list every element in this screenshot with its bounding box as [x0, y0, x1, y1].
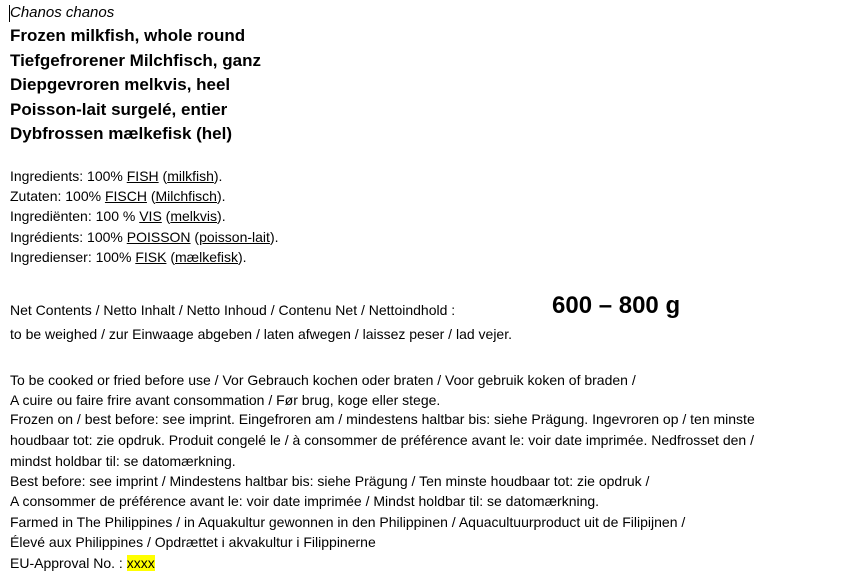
title-fr: Poisson-lait surgelé, entier [10, 100, 228, 119]
allergen: FISK [135, 249, 167, 265]
ingredients-prefix: Ingredients: 100% [10, 168, 127, 184]
ingredient-name: mælkefisk [175, 249, 239, 265]
title-da: Dybfrossen mælkefisk (hel) [10, 124, 233, 143]
allergen: FISCH [104, 188, 147, 204]
paren-close: ). [213, 168, 223, 184]
paren-open: ( [166, 249, 175, 265]
ingredients-nl [10, 208, 226, 225]
instruction-line: A cuire ou faire frire avant consommation / Før brug, koge eller stege. [10, 392, 441, 408]
instruction-line: Farmed in The Philippines / in Aquakultur gewonnen in den Philippinen / Aquacultuurproduct uit de Filipijnen / [10, 514, 686, 530]
instruction-line: A consommer de préférence avant le: voir date imprimée / Mindst holdbar til: se datomærkning. [10, 493, 600, 509]
title-de: Tiefgefrorener Milchfisch, ganz [10, 51, 261, 70]
ingredient-name: Milchfisch [155, 188, 217, 204]
paren-open: ( [146, 188, 156, 204]
title-nl: Diepgevroren melkvis, heel [10, 75, 231, 94]
eu-approval-label: EU-Approval No. : [10, 555, 127, 571]
ingredients-en [10, 168, 222, 185]
allergen: VIS [139, 208, 162, 224]
ingredients-prefix: Ingredienser: 100% [10, 249, 136, 265]
paren-open: ( [158, 168, 168, 184]
paren-close: ). [238, 249, 247, 265]
text-cursor [9, 5, 10, 22]
ingredient-name: milkfish [167, 168, 214, 184]
instruction-line: Frozen on / best before: see imprint. Eingefroren am / mindestens haltbar bis: siehe Prägung. Ingevroren op / ten minste [10, 411, 755, 427]
instruction-line: Élevé aux Philippines / Opdrættet i akvakultur i Filippinerne [10, 534, 376, 550]
ingredient-name: melkvis [170, 208, 218, 224]
paren-open: ( [161, 208, 171, 224]
ingredients-prefix: Zutaten: 100% [10, 188, 105, 204]
paren-close: ). [269, 229, 279, 245]
net-contents-value: 600 – 800 g [552, 292, 681, 319]
species-name: Chanos chanos [10, 4, 115, 21]
eu-approval [10, 555, 155, 572]
instruction-line: houdbaar tot: zie opdruk. Produit congelé le / à consommer de préférence avant le: voir date imprimée. Nedfrosset den / [10, 432, 754, 448]
ingredients-prefix: Ingrédients: 100% [10, 229, 127, 245]
paren-open: ( [190, 229, 200, 245]
allergen: FISH [126, 168, 159, 184]
to-be-weighed: to be weighed / zur Einwaage abgeben / laten afwegen / laissez peser / lad vejer. [10, 326, 512, 342]
ingredients-fr [10, 229, 279, 246]
instruction-line: To be cooked or fried before use / Vor Gebrauch kochen oder braten / Voor gebruik koken of braden / [10, 372, 636, 388]
ingredients-prefix: Ingrediënten: 100 % [10, 208, 140, 224]
net-contents-label: Net Contents / Netto Inhalt / Netto Inhoud / Contenu Net / Nettoindhold : [10, 302, 456, 318]
title-en: Frozen milkfish, whole round [10, 26, 246, 45]
paren-close: ). [216, 188, 226, 204]
instruction-line: Best before: see imprint / Mindestens haltbar bis: siehe Prägung / Ten minste houdbaar tot: zie opdruk / [10, 473, 650, 489]
allergen: POISSON [126, 229, 191, 245]
ingredient-name: poisson-lait [199, 229, 270, 245]
eu-approval-number: xxxx [126, 555, 155, 571]
ingredients-de [10, 188, 226, 205]
instruction-line: mindst holdbar til: se datomærkning. [10, 453, 236, 469]
paren-close: ). [217, 208, 226, 224]
ingredients-da [10, 249, 247, 266]
